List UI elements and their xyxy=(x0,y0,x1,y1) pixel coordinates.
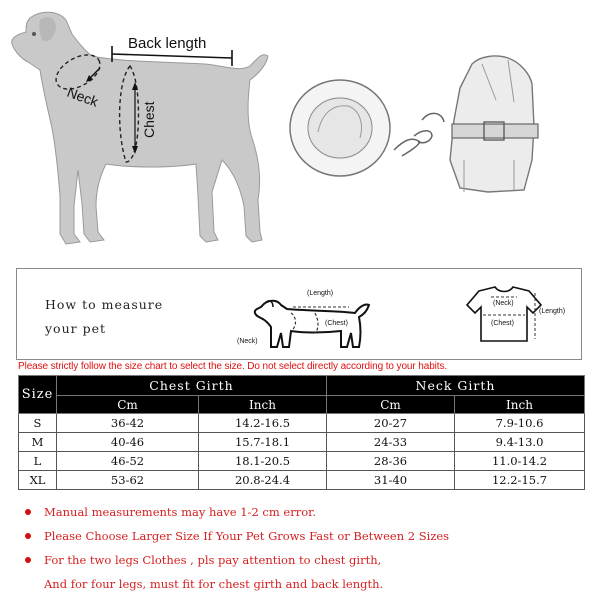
neck-inch-cell: 7.9-10.6 xyxy=(455,414,585,433)
product-illustration xyxy=(0,0,600,262)
size-warning: Please strictly follow the size chart to select the size. Do not select directly according to your habits. xyxy=(18,361,448,372)
belt xyxy=(452,124,538,138)
small-shirt-length-label: (Length) xyxy=(539,308,566,315)
how-to-measure-line2: your pet xyxy=(45,321,107,336)
chest-inch-cell: 18.1-20.5 xyxy=(199,452,327,471)
chest-inch-cell: 14.2-16.5 xyxy=(199,414,327,433)
table-row xyxy=(19,452,585,471)
costume-sketch xyxy=(282,40,582,220)
size-cell: S xyxy=(19,414,57,433)
table-row xyxy=(19,433,585,452)
small-shirt-neck-label: (Neck) xyxy=(493,300,514,307)
small-dog-chest-label: (Chest) xyxy=(325,320,348,327)
bullet-icon xyxy=(25,509,31,515)
how-to-measure-line1: How to measure xyxy=(45,297,164,312)
back-length-arrow xyxy=(112,54,232,58)
size-cell: M xyxy=(19,433,57,452)
neck-girth-header: Neck Girth xyxy=(327,376,585,396)
note-text: Please Choose Larger Size If Your Pet Grows Fast or Between 2 Sizes xyxy=(44,529,450,543)
how-to-measure-text xyxy=(45,293,185,341)
note-item xyxy=(22,500,592,524)
chest-inch-cell: 15.7-18.1 xyxy=(199,433,327,452)
neck-cm-cell: 20-27 xyxy=(327,414,455,433)
note-item-continuation xyxy=(22,572,592,596)
table-row xyxy=(19,471,585,490)
dog-measurement-diagram xyxy=(0,0,282,262)
how-to-measure-box xyxy=(16,268,582,360)
chest-cm-header: Cm xyxy=(57,396,199,414)
chest-cm-cell: 40-46 xyxy=(57,433,199,452)
small-dog-diagram xyxy=(231,277,391,355)
notes-list xyxy=(22,500,592,596)
note-item xyxy=(22,548,592,572)
chest-inch-header: Inch xyxy=(199,396,327,414)
note-text: Manual measurements may have 1-2 cm error. xyxy=(44,505,317,519)
neck-cm-cell: 31-40 xyxy=(327,471,455,490)
size-cell: L xyxy=(19,452,57,471)
size-chart-table xyxy=(18,375,585,490)
chest-cm-cell: 46-52 xyxy=(57,452,199,471)
table-row xyxy=(19,414,585,433)
chest-label: Chest xyxy=(141,101,157,138)
bullet-icon xyxy=(25,557,31,563)
chest-inch-cell: 20.8-24.4 xyxy=(199,471,327,490)
whip xyxy=(394,113,444,156)
dog-eye xyxy=(32,32,36,36)
back-length-label: Back length xyxy=(128,35,207,52)
chest-cm-cell: 36-42 xyxy=(57,414,199,433)
neck-cm-cell: 24-33 xyxy=(327,433,455,452)
size-header: Size xyxy=(19,376,57,414)
chest-cm-cell: 53-62 xyxy=(57,471,199,490)
bullet-icon xyxy=(25,533,31,539)
neck-inch-cell: 11.0-14.2 xyxy=(455,452,585,471)
small-shirt-diagram xyxy=(437,283,577,353)
note-item xyxy=(22,524,592,548)
neck-inch-header: Inch xyxy=(455,396,585,414)
neck-cm-cell: 28-36 xyxy=(327,452,455,471)
neck-inch-cell: 12.2-15.7 xyxy=(455,471,585,490)
chest-girth-header: Chest Girth xyxy=(57,376,327,396)
neck-inch-cell: 9.4-13.0 xyxy=(455,433,585,452)
small-shirt-chest-label: (Chest) xyxy=(491,320,514,327)
small-dog-length-label: (Length) xyxy=(307,290,334,297)
note-text: For the two legs Clothes , pls pay attention to chest girth, xyxy=(44,553,382,567)
neck-cm-header: Cm xyxy=(327,396,455,414)
note-text: And for four legs, must fit for chest girth and back length. xyxy=(44,577,384,591)
small-dog-neck-label: (Neck) xyxy=(237,338,258,345)
size-cell: XL xyxy=(19,471,57,490)
neck-label: Neck xyxy=(64,83,101,110)
